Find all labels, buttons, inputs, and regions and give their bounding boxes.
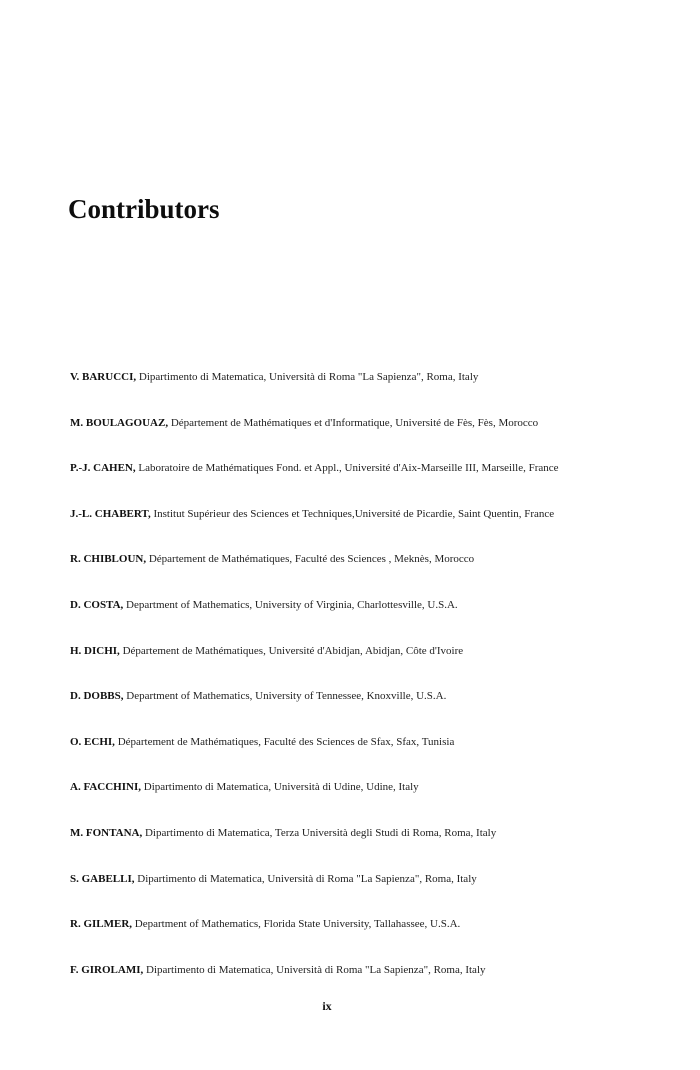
contributor-affiliation: Institut Supérieur des Sciences et Techniques,Université de Picardie, Saint Quentin, France <box>153 507 555 520</box>
contributor-entry <box>70 780 670 826</box>
contributor-entry <box>70 689 670 735</box>
contributor-name: V. BARUCCI, <box>70 371 137 383</box>
page-number: ix <box>322 999 332 1013</box>
contributor-name: M. FONTANA, <box>70 826 143 839</box>
contributor-affiliation: Dipartimento di Matematica, Terza Università degli Studi di Roma, Roma, Italy <box>144 826 497 839</box>
page-title: Contributors <box>68 194 220 224</box>
contributor-entry <box>70 598 670 644</box>
contributor-affiliation: Department of Mathematics, University of Tennessee, Knoxville, U.S.A. <box>126 690 447 703</box>
contributor-name: A. FACCHINI, <box>70 781 141 794</box>
contributor-name: M. BOULAGOUAZ, <box>70 416 169 429</box>
contributor-entry <box>70 826 670 872</box>
contributor-name: S. GABELLI, <box>70 872 135 885</box>
contributor-name: R. GILMER, <box>70 918 133 931</box>
contributor-entry <box>70 461 670 507</box>
contributor-affiliation: Dipartimento di Matematica, Università di Roma "La Sapienza", Roma, Italy <box>146 963 486 976</box>
contributor-entry <box>70 735 670 781</box>
contributor-entry <box>70 917 670 963</box>
contributor-name: F. GIROLAMI, <box>70 963 144 976</box>
contributor-affiliation: Dipartimento di Matematica, Università di Roma "La Sapienza", Roma, Italy <box>137 872 477 885</box>
contributor-entry <box>70 370 670 416</box>
contributor-name: H. DICHI, <box>70 644 120 657</box>
contributor-affiliation: Département de Mathématiques, Université d'Abidjan, Abidjan, Côte d'Ivoire <box>122 644 464 657</box>
contributor-affiliation: Department of Mathematics, University of Virginia, Charlottesville, U.S.A. <box>126 598 458 611</box>
contributor-entry <box>70 552 670 598</box>
contributor-entry <box>70 644 670 690</box>
contributors-list <box>70 370 670 1008</box>
contributor-affiliation: Department of Mathematics, Florida State University, Tallahassee, U.S.A. <box>134 918 461 931</box>
contributor-entry <box>70 872 670 918</box>
contributor-name: O. ECHI, <box>70 735 115 748</box>
contributor-name: R. CHIBLOUN, <box>70 553 147 566</box>
contributor-affiliation: Département de Mathématiques et d'Informatique, Université de Fès, Fès, Morocco <box>170 416 539 429</box>
contributor-affiliation: Dipartimento di Matematica, Università di Roma "La Sapienza", Roma, Italy <box>138 371 479 383</box>
contributor-entry <box>70 507 670 553</box>
contributor-name: D. DOBBS, <box>70 690 124 703</box>
contributor-name: J.-L. CHABERT, <box>70 507 151 520</box>
contributor-name: D. COSTA, <box>70 598 124 611</box>
contributor-affiliation: Département de Mathématiques, Faculté des Sciences de Sfax, Sfax, Tunisia <box>117 735 455 748</box>
contributor-affiliation: Département de Mathématiques, Faculté des Sciences , Meknès, Morocco <box>148 553 475 566</box>
contributor-entry <box>70 416 670 462</box>
contributor-affiliation: Laboratoire de Mathématiques Fond. et Appl., Université d'Aix-Marseille III, Marseille, France <box>138 462 559 475</box>
contributor-affiliation: Dipartimento di Matematica, Università di Udine, Udine, Italy <box>143 781 419 794</box>
contributor-name: P.-J. CAHEN, <box>70 462 136 475</box>
